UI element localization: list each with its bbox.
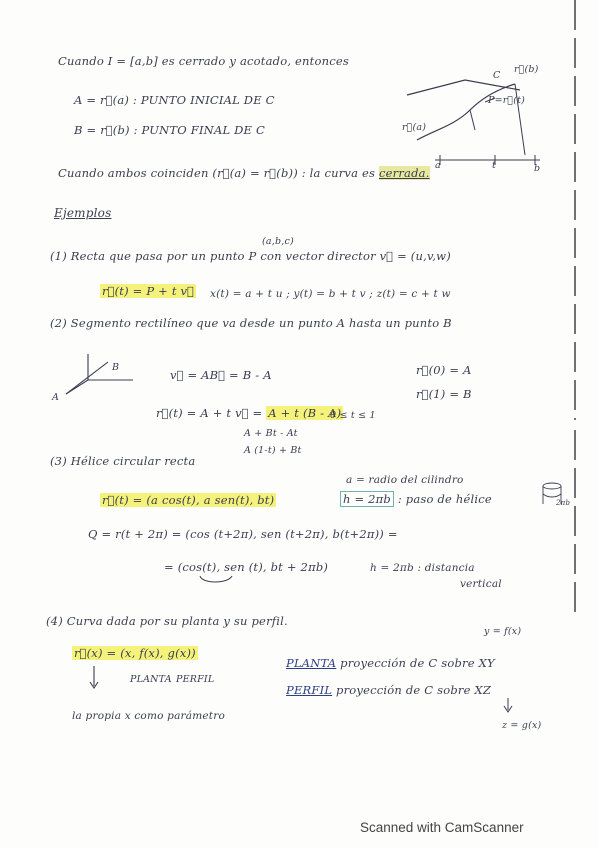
e4-planta-word: PLANTA [286, 656, 337, 670]
intro-line-4-text: Cuando ambos coinciden (r⃗(a) = r⃗(b)) : la curva es [58, 166, 376, 180]
e3-paso-text: : paso de hélice [397, 492, 492, 506]
intro-line-1: Cuando I = [a,b] es cerrado y acotado, entonces [58, 54, 349, 68]
intro-line-3: B = r⃗(b) : PUNTO FINAL DE C [74, 123, 266, 137]
e4-perfil-desc: proyección de C sobre XZ [336, 683, 492, 697]
e2-step-1: A + Bt - At [244, 428, 298, 439]
e3-distancia: h = 2πb : distancia [370, 562, 475, 574]
e4-planta-desc: proyección de C sobre XY [340, 656, 495, 670]
e1-formula [100, 284, 196, 298]
e1-formula-text: r⃗(t) = P + t v⃗ [102, 284, 195, 298]
e2-r0: r⃗(0) = A [416, 363, 472, 377]
fig1-c-label: C [493, 70, 501, 81]
e3-title: (3) Hélice circular recta [50, 454, 196, 468]
e4-arrow-zg [500, 696, 520, 716]
e4-yf: y = f(x) [484, 626, 522, 637]
e2-point-a: A [52, 392, 60, 403]
e2-point-b: B [112, 362, 120, 373]
e3-fig-label: 2πb [556, 499, 571, 507]
e2-formula-text: r⃗(t) = A + t v⃗ = [156, 406, 263, 420]
e4-zg: z = g(x) [502, 720, 542, 731]
fig1-t-label: t [492, 160, 497, 171]
e2-r1: r⃗(1) = B [416, 387, 472, 401]
e3-formula [100, 493, 276, 507]
e4-formula-text: r⃗(x) = (x, f(x), g(x)) [74, 646, 196, 660]
e4-arrow-down [86, 664, 106, 694]
e2-vector: v⃗ = AB⃗ = B - A [170, 368, 272, 382]
e3-q1: Q = r(t + 2π) = (cos (t+2π), sen (t+2π), b(t+2π)) = [88, 527, 398, 541]
e2-range: 0 ≤ t ≤ 1 [330, 410, 376, 421]
e1-title: (1) Recta que pasa por un punto P con vector director v⃗ = (u,v,w) [50, 249, 451, 263]
e3-vertical: vertical [460, 578, 502, 590]
fig1-ra-label: r⃗(a) [402, 122, 427, 133]
e4-perfil-line [286, 683, 491, 697]
cerrada-word: cerrada. [379, 166, 430, 180]
e1-abc: (a,b,c) [262, 236, 294, 247]
e4-parametro: la propia x como parámetro [72, 710, 225, 722]
e3-h-box: h = 2πb [340, 491, 394, 507]
e3-radio: a = radio del cilindro [346, 474, 464, 486]
camscanner-watermark: Scanned with CamScanner [360, 820, 524, 835]
fig1-rb-label: r⃗(b) [514, 64, 539, 75]
e3-paso [340, 492, 492, 506]
e4-planta-label: PLANTA [130, 674, 172, 685]
page-edge-mark [574, 0, 577, 848]
e2-step-2: A (1-t) + Bt [244, 445, 302, 456]
e3-formula-text: r⃗(t) = (a cos(t), a sen(t), bt) [102, 493, 275, 507]
e2-formula [156, 406, 343, 420]
e4-perfil-word: PERFIL [286, 683, 333, 697]
fig1-p-label: P=r⃗(t) [488, 95, 526, 106]
fig1-b-label: b [534, 163, 541, 174]
e4-perfil-label: PERFIL [176, 674, 215, 685]
e1-parametric: x(t) = a + t u ; y(t) = b + t v ; z(t) = c + t w [210, 288, 451, 300]
e2-axes-sketch [58, 350, 138, 400]
intro-line-4 [58, 166, 430, 180]
e3-q2: = (cos(t), sen (t), bt + 2πb) [164, 560, 329, 574]
e2-title: (2) Segmento rectilíneo que va desde un punto A hasta un punto B [50, 316, 452, 330]
ejemplos-heading: Ejemplos [54, 206, 112, 220]
e4-planta-line [286, 656, 495, 670]
e4-formula [72, 646, 198, 660]
fig1-a-label: a [435, 160, 441, 171]
intro-line-2: A = r⃗(a) : PUNTO INICIAL DE C [74, 93, 275, 107]
e2-formula-highlight: A + t (B - A) [268, 406, 342, 420]
e4-title: (4) Curva dada por su planta y su perfil. [46, 614, 288, 628]
e3-brace [198, 574, 238, 588]
